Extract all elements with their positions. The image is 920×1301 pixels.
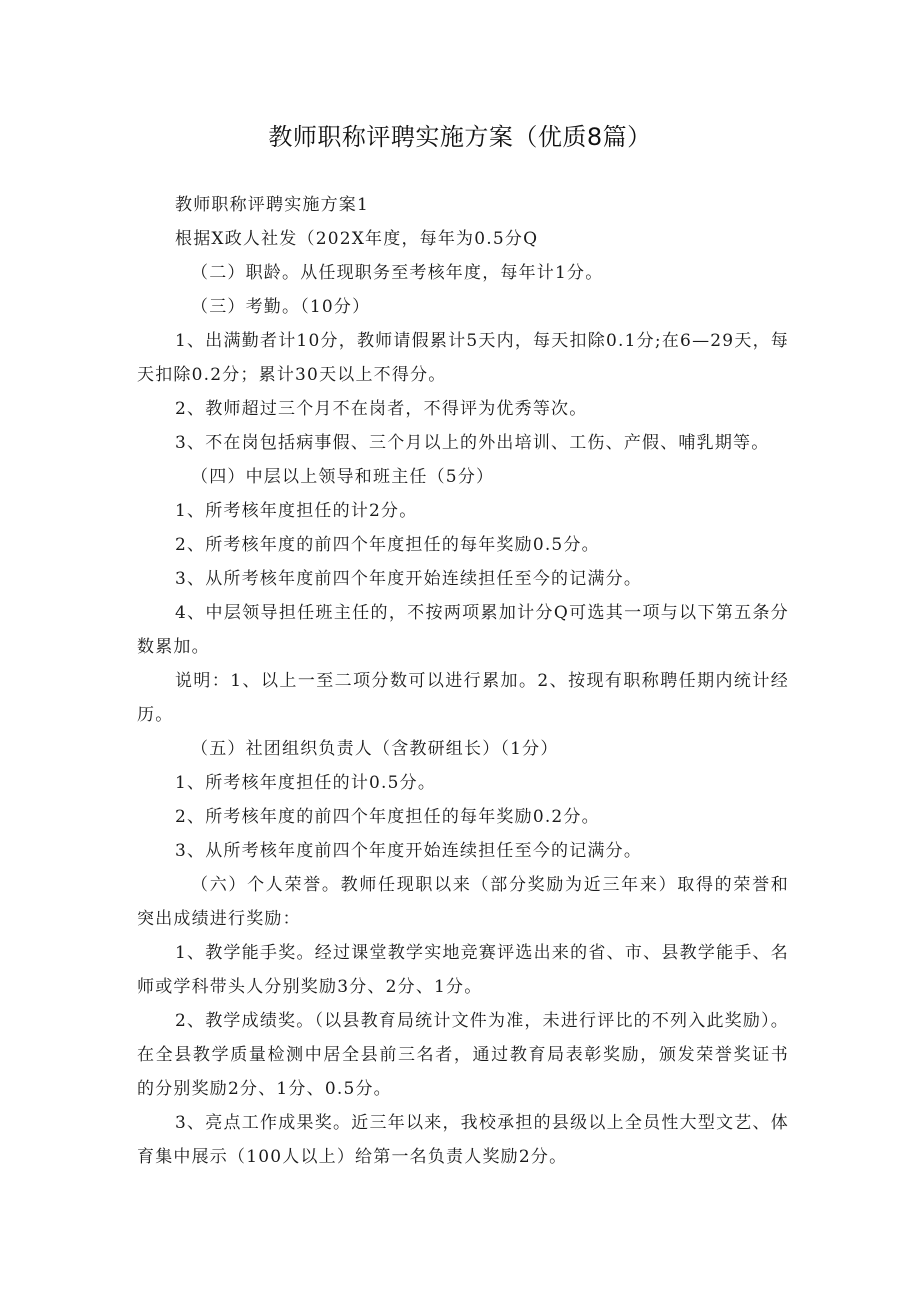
section-heading-organization: （五）社团组织负责人（含教研组长）（1分） [191,739,559,759]
list-item: 1、所考核年度担任的计0.5分。 [175,773,437,793]
document-title: 教师职称评聘实施方案（优质8篇） [268,123,652,151]
list-item: 2、教学成绩奖。（以县教育局统计文件为准，未进行评比的不列入此奖励）。在全县教学质量检测中居全县前三名者，通过教育局表彰奖励，颁发荣誉奖证书的分别奖励2分、1分、0.5分。 [137,1011,789,1099]
list-item: 1、出满勤者计10分，教师请假累计5天内，每天扣除0.1分;在6—29天，每天扣除0.2分；累计30天以上不得分。 [137,331,789,385]
list-item: 2、所考核年度的前四个年度担任的每年奖励0.2分。 [175,807,600,827]
list-item: 1、教学能手奖。经过课堂教学实地竞赛评选出来的省、市、县教学能手、名师或学科带头人分别奖励3分、2分、1分。 [137,943,789,997]
list-item: 4、中层领导担任班主任的，不按两项累加计分Q可选其一项与以下第五条分数累加。 [137,603,789,657]
list-item: 2、教师超过三个月不在岗者，不得评为优秀等次。 [175,399,588,419]
note-paragraph: 说明：1、以上一至二项分数可以进行累加。2、按现有职称聘任期内统计经历。 [137,671,789,725]
list-item: 1、所考核年度担任的计2分。 [175,501,418,521]
section-heading-seniority: （二）职龄。从任现职务至考核年度，每年计1分。 [191,263,604,283]
list-item: 3、从所考核年度前四个年度开始连续担任至今的记满分。 [175,841,643,861]
paragraph-plan-heading: 教师职称评聘实施方案1 [175,195,370,215]
paragraph: 根据X政人社发（202X年度，每年为0.5分Q [175,229,539,249]
section-heading-honors: （六）个人荣誉。教师任现职以来（部分奖励为近三年来）取得的荣誉和突出成绩进行奖励： [137,875,789,929]
list-item: 3、亮点工作成果奖。近三年以来，我校承担的县级以上全员性大型文艺、体育集中展示（100人以上）给第一名负责人奖励2分。 [137,1113,789,1167]
section-heading-leadership: （四）中层以上领导和班主任（5分） [191,467,495,487]
list-item: 2、所考核年度的前四个年度担任的每年奖励0.5分。 [175,535,600,555]
list-item: 3、不在岗包括病事假、三个月以上的外出培训、工伤、产假、哺乳期等。 [175,433,770,453]
list-item: 3、从所考核年度前四个年度开始连续担任至今的记满分。 [175,569,643,589]
section-heading-attendance: （三）考勤。（10分） [191,297,371,317]
document-body [137,188,789,1174]
